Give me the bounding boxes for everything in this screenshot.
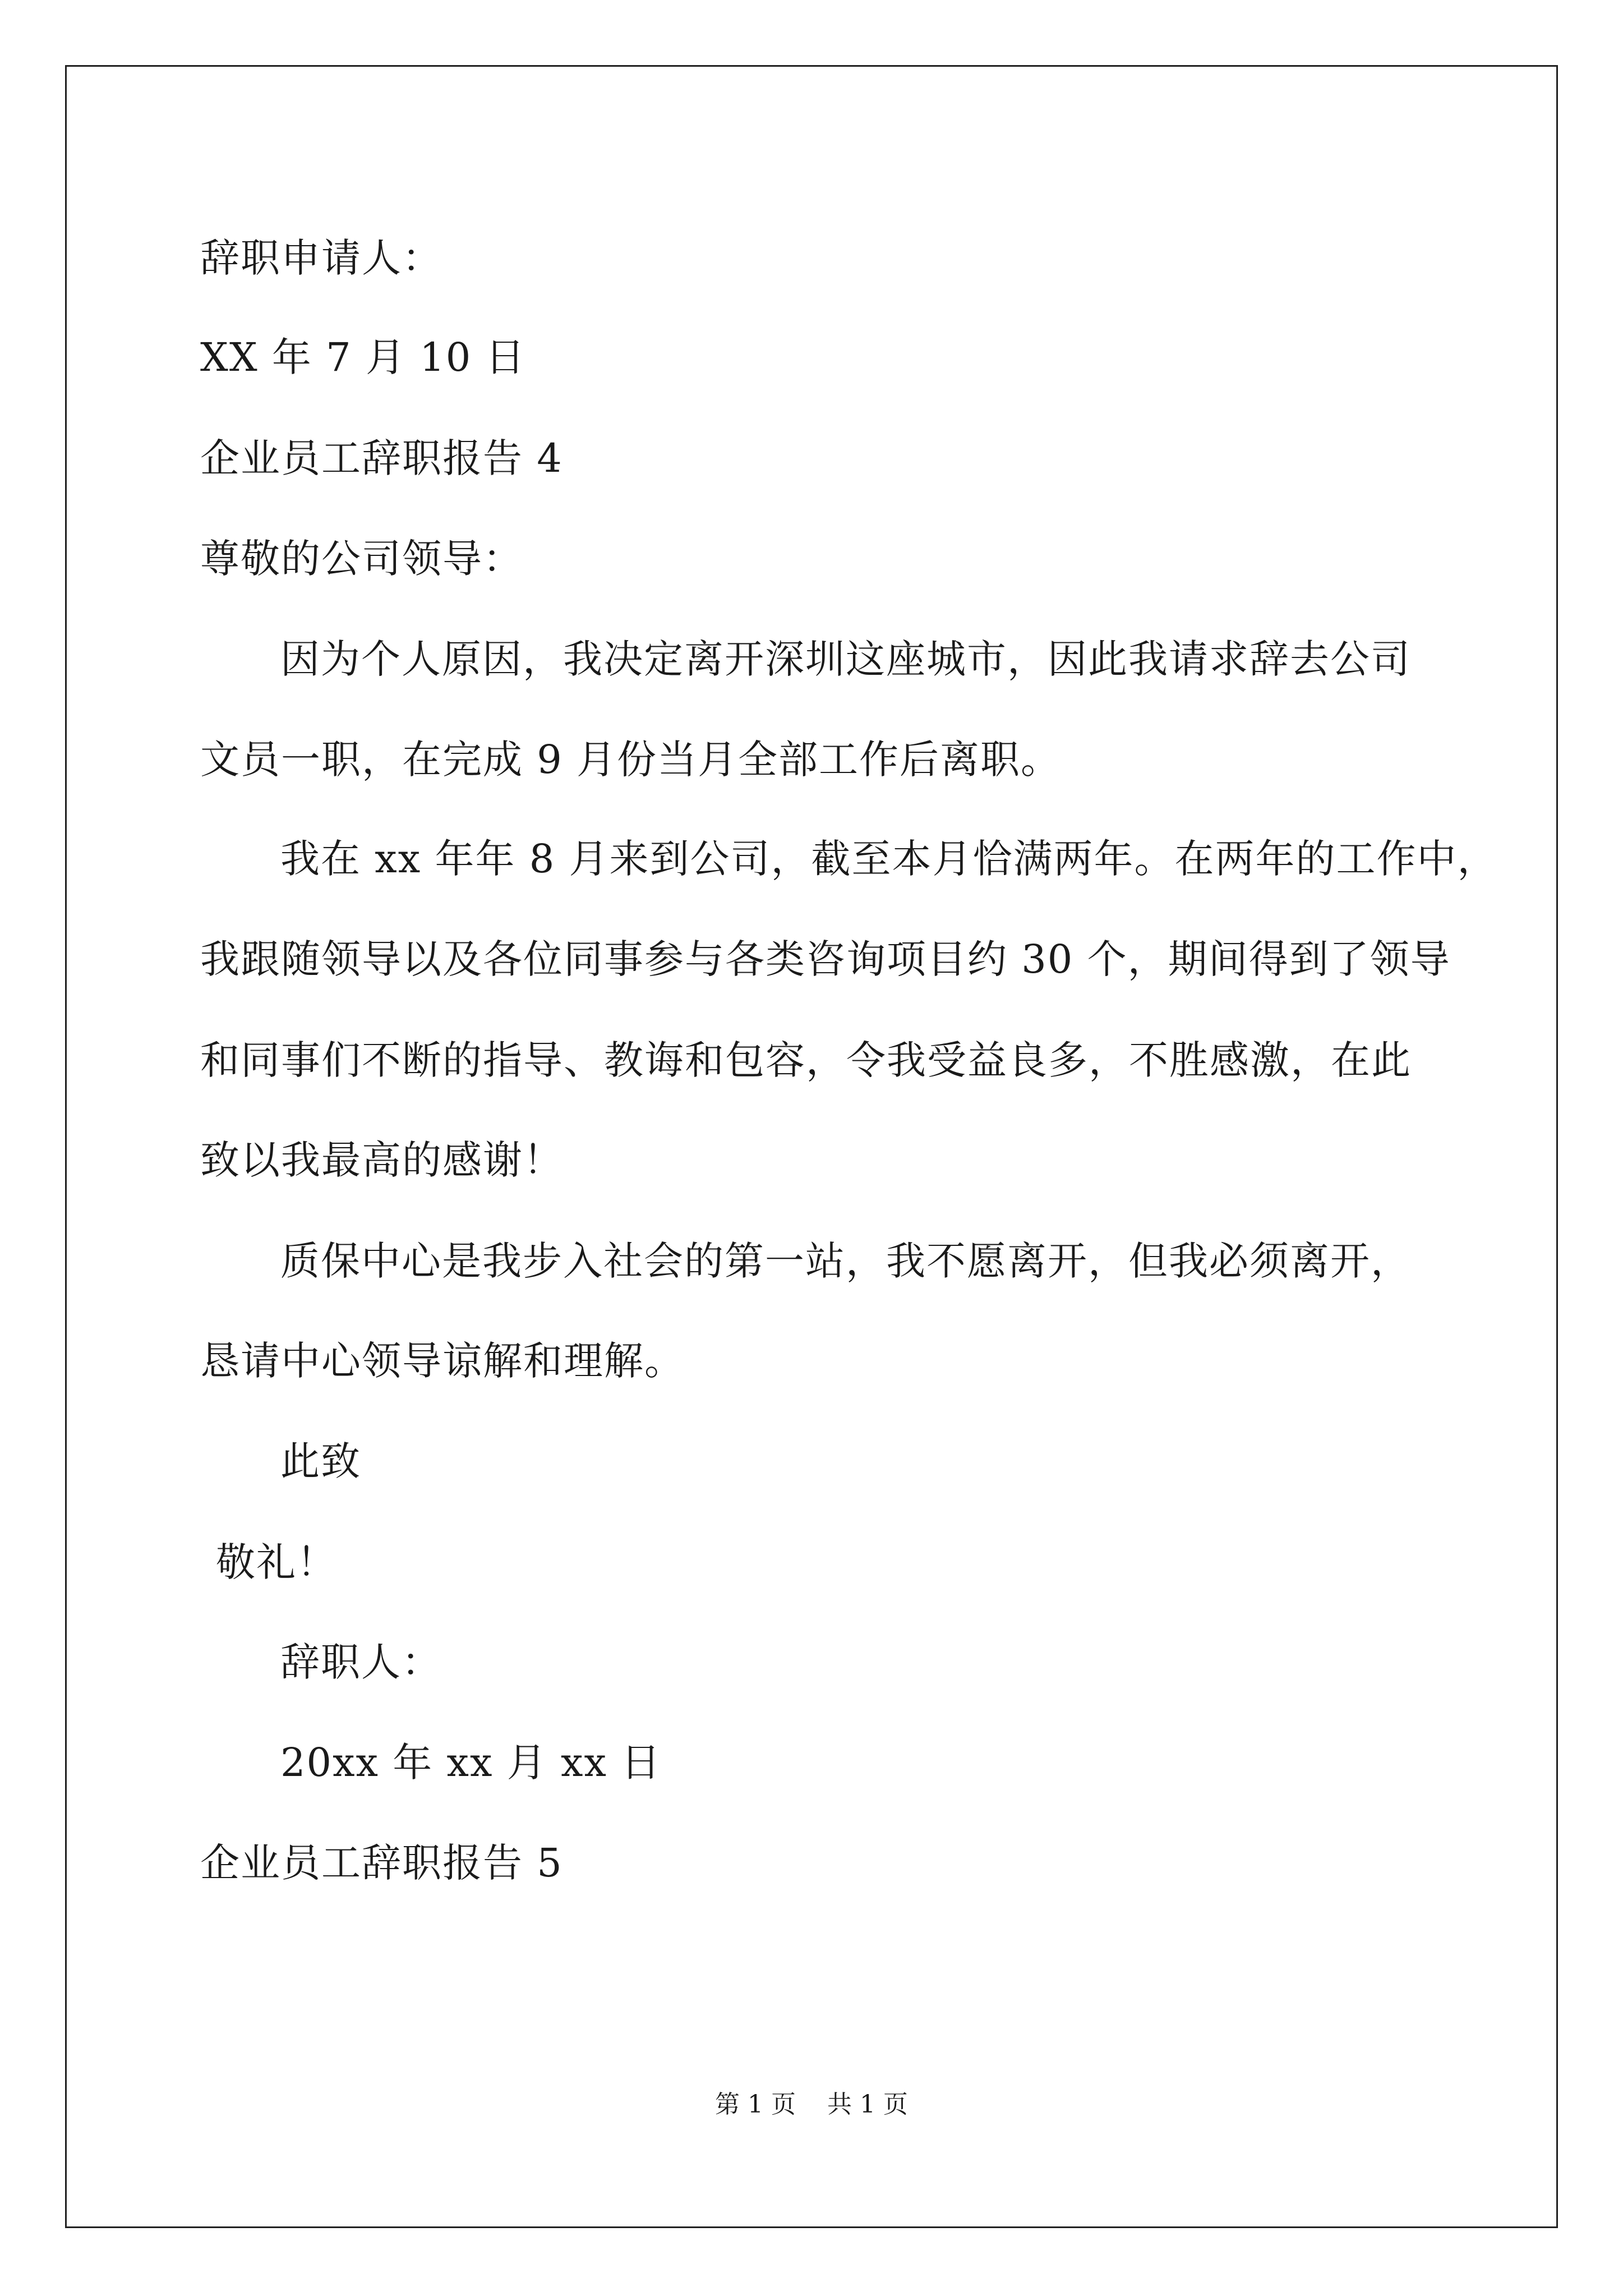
paragraph-3-line-2: 恳请中心领导谅解和理解。 <box>200 1338 685 1384</box>
signature-date: 20xx 年 xx 月 xx 日 <box>280 1740 662 1786</box>
closing-cizhi: 此致 <box>280 1438 361 1484</box>
paragraph-2-line-4: 致以我最高的感谢！ <box>200 1137 564 1183</box>
paragraph-3-line-1: 质保中心是我步入社会的第一站，我不愿离开，但我必须离开， <box>280 1238 1411 1284</box>
page-footer: 第 1 页 共 1 页 <box>715 2090 908 2119</box>
paragraph-1-line-1: 因为个人原因，我决定离开深圳这座城市，因此我请求辞去公司 <box>280 636 1411 682</box>
paragraph-2-line-1: 我在 xx 年年 8 月来到公司，截至本月恰满两年。在两年的工作中， <box>280 836 1498 882</box>
applicant-label: 辞职申请人： <box>200 235 442 281</box>
salutation: 尊敬的公司领导： <box>200 536 523 582</box>
date-line: XX 年 7 月 10 日 <box>200 334 526 380</box>
paragraph-2-line-3: 和同事们不断的指导、教诲和包容，令我受益良多，不胜感激，在此 <box>200 1037 1412 1083</box>
report-heading-5: 企业员工辞职报告 5 <box>200 1840 563 1886</box>
closing-jingli: 敬礼！ <box>216 1539 337 1585</box>
report-heading-4: 企业员工辞职报告 4 <box>200 435 563 481</box>
paragraph-1-line-2: 文员一职，在完成 9 月份当月全部工作后离职。 <box>200 737 1062 783</box>
paragraph-2-line-2: 我跟随领导以及各位同事参与各类咨询项目约 30 个，期间得到了领导 <box>200 936 1451 982</box>
signatory-label: 辞职人： <box>280 1639 442 1685</box>
